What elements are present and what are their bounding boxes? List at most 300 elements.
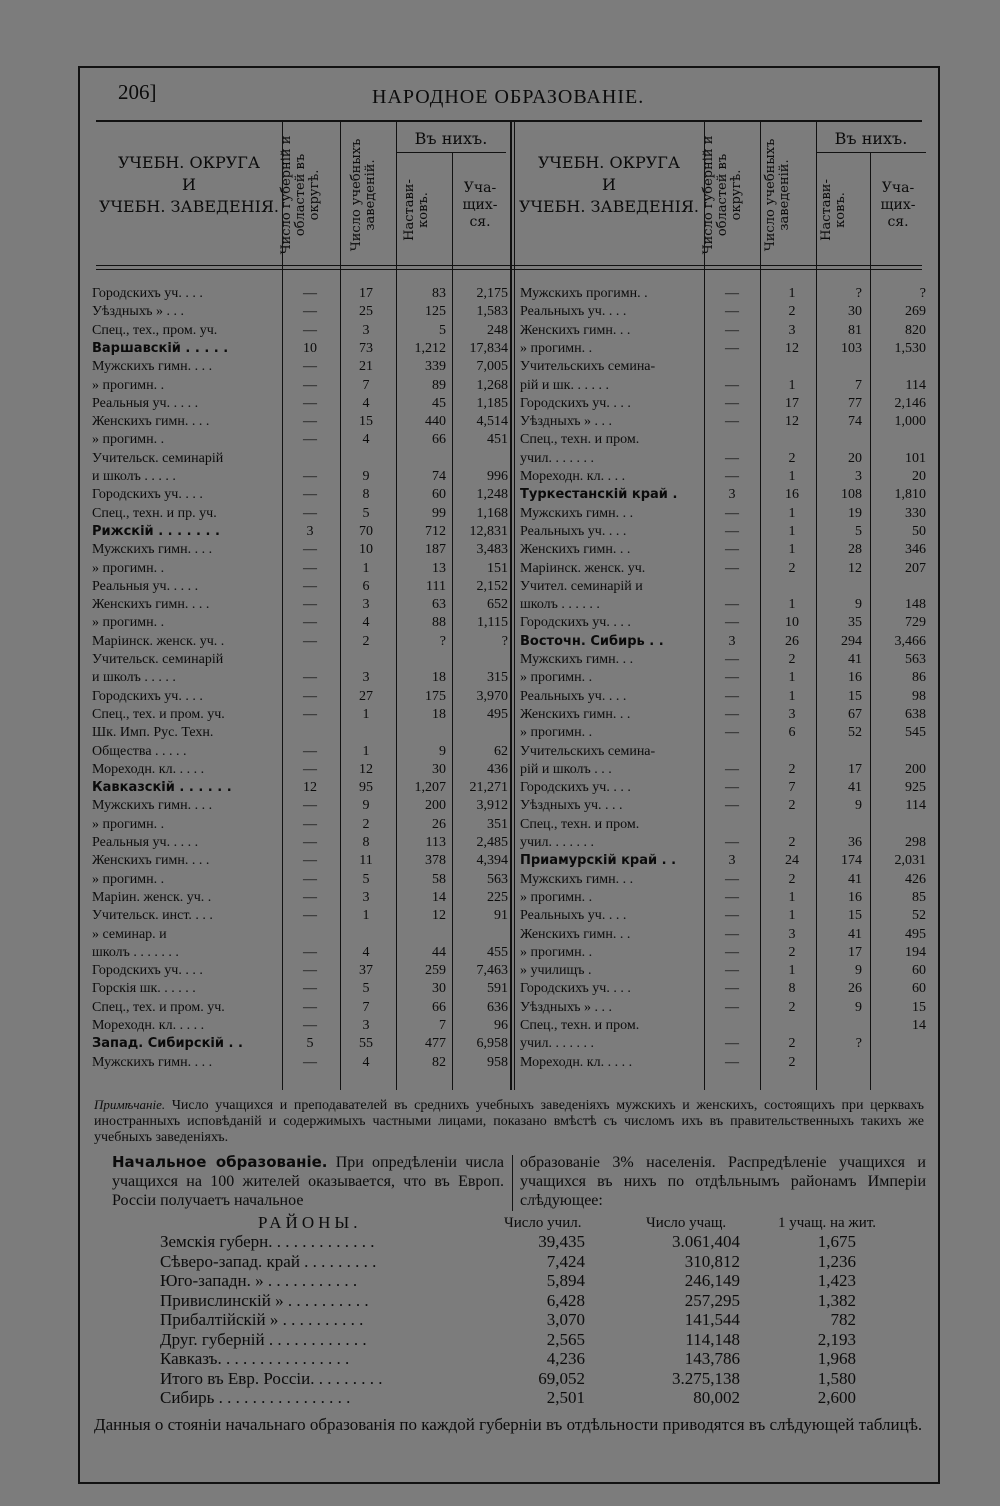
table-row — [92, 469, 510, 484]
summary-cell: 3.061,404 — [672, 1232, 740, 1251]
institutions-cell: 17 — [359, 286, 373, 301]
gubernias-cell: 3 — [728, 487, 736, 503]
row-name: Спец., техн. и пром. — [520, 816, 640, 832]
header-districts-right: УЧЕБН. ОКРУГА И УЧЕБН. ЗАВЕДЕНІЯ. — [519, 153, 699, 216]
table-row — [92, 835, 510, 850]
row-name: » прогимн. . — [92, 377, 165, 393]
row-name: Шк. Имп. Рус. Техн. — [92, 725, 214, 741]
row-name: рій и шк. . . . . . — [520, 377, 609, 393]
teachers-cell: 15 — [848, 908, 862, 924]
gubernias-cell: — — [303, 963, 317, 979]
teachers-cell: 41 — [848, 652, 862, 667]
table-row — [520, 872, 926, 887]
gubernias-cell: — — [303, 377, 317, 393]
summary-cell: 1,580 — [817, 1368, 856, 1388]
institutions-cell: 2 — [362, 816, 370, 832]
summary-row — [0, 1253, 1000, 1271]
teachers-cell: ? — [439, 633, 446, 649]
gubernias-cell: — — [303, 835, 317, 850]
summary-cell: Сѣверо-запад. край . . . . . . . . . — [160, 1251, 377, 1271]
header-rule-bottom-2 — [96, 269, 922, 270]
pupils-cell: 12,831 — [469, 523, 508, 539]
row-name: Учительск. инст. . . . — [92, 908, 213, 924]
teachers-cell: 175 — [425, 688, 446, 704]
institutions-cell: 8 — [362, 835, 370, 850]
teachers-cell: 35 — [848, 615, 862, 631]
footnote — [94, 1097, 924, 1146]
row-name: » прогимн. . — [520, 889, 593, 905]
pupils-cell: 114 — [905, 798, 926, 814]
pupils-cell: 1,530 — [894, 340, 926, 356]
table-row — [92, 542, 510, 557]
pupils-cell: 351 — [487, 816, 508, 832]
table-row — [520, 304, 926, 319]
gubernias-cell: — — [303, 816, 317, 832]
table-row — [520, 1036, 926, 1051]
table-row — [92, 670, 510, 685]
gubernias-cell: — — [725, 963, 739, 979]
table-row — [520, 927, 926, 942]
gubernias-cell: — — [725, 761, 739, 777]
row-name: Учител. семинарій и — [520, 578, 643, 594]
teachers-cell: 26 — [432, 816, 446, 832]
teachers-cell: 67 — [848, 706, 862, 722]
teachers-cell: 187 — [425, 542, 446, 558]
col-line — [510, 122, 512, 1090]
pupils-cell: 652 — [487, 597, 508, 613]
institutions-cell: 1 — [788, 963, 796, 979]
table-row — [520, 725, 926, 740]
institutions-cell: 2 — [788, 835, 796, 850]
row-name: » прогимн. . — [92, 871, 165, 887]
institutions-cell: 3 — [362, 1018, 370, 1033]
row-name: Приамурскій край . . — [520, 853, 677, 869]
pupils-cell: 21,271 — [469, 780, 508, 796]
teachers-cell: 1,207 — [414, 780, 446, 796]
table-row — [92, 323, 510, 338]
institutions-cell: 70 — [359, 523, 373, 539]
institutions-cell: 3 — [788, 322, 796, 338]
summary-cell: Друг. губерній . . . . . . . . . . . . — [160, 1329, 367, 1349]
table-row — [92, 853, 510, 868]
institutions-cell: 4 — [362, 1054, 370, 1070]
row-name: Мужскихъ гимн. . . . — [92, 359, 213, 375]
gubernias-cell: — — [725, 706, 739, 722]
table-row — [520, 286, 926, 301]
header-of-them-left: Въ нихъ. — [414, 129, 488, 148]
header-institutions-right: Число учебныхъ заведеній. — [763, 138, 792, 252]
summary-header-pupils: Число учащ. — [646, 1215, 727, 1231]
row-name: Реальныя уч. . . . . — [92, 835, 199, 850]
pupils-cell: 7,463 — [476, 963, 508, 979]
gubernias-cell: — — [303, 706, 317, 722]
row-name: Уѣздныхъ уч. . . . — [520, 798, 623, 814]
institutions-cell: 2 — [788, 999, 796, 1015]
teachers-cell: 339 — [425, 359, 446, 375]
pupils-cell: 925 — [905, 780, 926, 796]
table-row — [92, 1000, 510, 1015]
gubernias-cell: — — [725, 414, 739, 430]
institutions-cell: 6 — [362, 578, 370, 594]
summary-cell: 2,501 — [546, 1388, 585, 1407]
header-institutions-left: Число учебныхъ заведеній. — [349, 138, 378, 252]
institutions-cell: 2 — [788, 450, 796, 466]
pupils-cell: 14 — [912, 1018, 926, 1033]
gubernias-cell: 10 — [303, 340, 317, 356]
teachers-cell: 41 — [848, 926, 862, 942]
teachers-cell: 9 — [855, 999, 862, 1015]
table-row — [92, 487, 510, 502]
summary-cell: 2,600 — [817, 1388, 856, 1407]
footnote-label: Примѣчаніе. — [94, 1097, 166, 1112]
row-name: » прогимн. . — [520, 725, 593, 741]
summary-cell: 1,968 — [817, 1349, 856, 1368]
row-name: Учительскихъ семина- — [520, 359, 656, 375]
gubernias-cell: — — [725, 450, 739, 466]
table-row — [92, 1036, 510, 1051]
gubernias-cell: — — [303, 633, 317, 649]
institutions-cell: 25 — [359, 304, 373, 320]
gubernias-cell: — — [303, 853, 317, 869]
row-name: Городскихъ уч. . . . — [92, 286, 203, 301]
gubernias-cell: — — [303, 1018, 317, 1033]
header-pupils-right: Уча-щих-ся. — [880, 180, 916, 230]
table-row — [92, 615, 510, 630]
page-title: НАРОДНОЕ ОБРАЗОВАНІЕ. — [372, 86, 645, 108]
gubernias-cell: — — [303, 743, 317, 759]
teachers-cell: 111 — [426, 578, 446, 594]
summary-cell: 143,786 — [684, 1349, 740, 1368]
institutions-cell: 55 — [359, 1036, 373, 1052]
teachers-cell: 14 — [432, 889, 446, 905]
pupils-cell: 591 — [487, 981, 508, 997]
gubernias-cell: — — [725, 871, 739, 887]
teachers-cell: 18 — [432, 670, 446, 686]
row-name: Женскихъ гимн. . . — [520, 322, 631, 338]
institutions-cell: 24 — [785, 853, 799, 869]
teachers-cell: 9 — [855, 798, 862, 814]
summary-cell: 2,193 — [817, 1329, 856, 1349]
gubernias-cell: — — [725, 286, 739, 301]
row-name: Маріин. женск. уч. . — [92, 889, 212, 905]
pupils-cell: 3,466 — [894, 633, 926, 649]
table-row — [92, 762, 510, 777]
summary-cell: 5,894 — [546, 1271, 585, 1290]
institutions-cell: 2 — [788, 944, 796, 960]
row-name: Туркестанскій край . — [520, 487, 678, 503]
pupils-cell: 563 — [905, 652, 926, 667]
teachers-cell: 477 — [425, 1036, 446, 1052]
pupils-cell: 200 — [905, 761, 926, 777]
table-row — [92, 981, 510, 996]
table-row — [520, 652, 926, 667]
table-row — [520, 670, 926, 685]
summary-cell: 39,435 — [538, 1232, 585, 1251]
summary-cell: 7,424 — [546, 1251, 585, 1271]
row-name: рій и школъ . . . — [520, 761, 612, 777]
teachers-cell: 99 — [432, 505, 446, 521]
gubernias-cell: — — [303, 798, 317, 814]
pupils-cell: 50 — [912, 523, 926, 539]
table-row — [520, 762, 926, 777]
table-row — [92, 524, 510, 539]
closing-text: Данныя о стояніи начальнаго образованія по каждой губерніи въ отдѣльности приводятся въ слѣдующей таблицѣ. — [94, 1415, 923, 1434]
table-row — [92, 707, 510, 722]
summary-cell: Земскія губерн. . . . . . . . . . . . . — [160, 1232, 375, 1251]
pupils-cell: 638 — [905, 706, 926, 722]
gubernias-cell: — — [725, 999, 739, 1015]
summary-cell: 3.275,138 — [672, 1368, 740, 1388]
institutions-cell: 7 — [788, 780, 796, 796]
teachers-cell: 13 — [432, 560, 446, 576]
teachers-cell: 712 — [425, 523, 446, 539]
teachers-cell: 259 — [425, 963, 446, 979]
table-row — [520, 396, 926, 411]
institutions-cell: 15 — [359, 414, 373, 430]
row-name: Уѣздныхъ » . . . — [520, 414, 613, 430]
table-row — [520, 323, 926, 338]
gubernias-cell: — — [725, 377, 739, 393]
header-rule-top — [96, 120, 922, 122]
summary-cell: 1,236 — [817, 1251, 856, 1271]
institutions-cell: 1 — [788, 286, 796, 301]
pupils-cell: 148 — [905, 597, 926, 613]
teachers-cell: 174 — [841, 853, 862, 869]
teachers-cell: 74 — [848, 414, 862, 430]
gubernias-cell: — — [725, 615, 739, 631]
teachers-cell: 5 — [855, 523, 862, 539]
pupils-cell: 1,268 — [476, 377, 508, 393]
summary-cell: 80,002 — [693, 1388, 740, 1407]
table-row — [92, 378, 510, 393]
row-name: школъ . . . . . . . — [92, 944, 179, 960]
row-name: » прогимн. . — [92, 615, 165, 631]
summary-cell: 6,428 — [546, 1290, 585, 1310]
gubernias-cell: — — [725, 780, 739, 796]
row-name: Женскихъ гимн. . . . — [92, 597, 210, 613]
institutions-cell: 3 — [362, 322, 370, 338]
gubernias-cell: — — [303, 286, 317, 301]
gubernias-cell: — — [303, 615, 317, 631]
gubernias-cell: — — [303, 981, 317, 997]
table-row — [520, 378, 926, 393]
gubernias-cell: — — [725, 926, 739, 942]
table-row — [520, 780, 926, 795]
teachers-cell: 30 — [848, 304, 862, 320]
pupils-cell: 1,248 — [476, 487, 508, 503]
gubernias-cell: — — [303, 560, 317, 576]
pupils-cell: 4,514 — [476, 414, 508, 430]
primary-heading: Начальное образованіе. — [112, 1153, 328, 1171]
pupils-cell: 248 — [487, 322, 508, 338]
institutions-cell: 2 — [788, 304, 796, 320]
teachers-cell: 16 — [848, 670, 862, 686]
row-name: Маріинск. женск. уч. — [520, 560, 646, 576]
gubernias-cell: — — [303, 304, 317, 320]
pupils-cell: 451 — [487, 432, 508, 448]
institutions-cell: 16 — [785, 487, 799, 503]
pupils-cell: 436 — [487, 761, 508, 777]
pupils-cell: 1,583 — [476, 304, 508, 320]
gubernias-cell: — — [303, 1054, 317, 1070]
summary-cell: Юго-западн. » . . . . . . . . . . . — [160, 1271, 358, 1290]
row-name: » прогимн. . — [92, 816, 165, 832]
institutions-cell: 3 — [362, 670, 370, 686]
teachers-cell: 125 — [425, 304, 446, 320]
teachers-cell: 16 — [848, 889, 862, 905]
teachers-cell: 83 — [432, 286, 446, 301]
institutions-cell: 1 — [362, 908, 370, 924]
table-row — [520, 1055, 926, 1070]
table-row — [520, 341, 926, 356]
row-name: » прогимн. . — [520, 944, 593, 960]
teachers-cell: 20 — [848, 450, 862, 466]
institutions-cell: 4 — [362, 432, 370, 448]
summary-cell: 3,070 — [546, 1310, 585, 1329]
table-row — [92, 359, 510, 374]
table-row — [520, 487, 926, 502]
teachers-cell: 12 — [848, 560, 862, 576]
row-name: Реальныхъ уч. . . . — [520, 523, 627, 539]
summary-cell: 310,812 — [684, 1251, 740, 1271]
institutions-cell: 1 — [788, 377, 796, 393]
gubernias-cell: — — [303, 505, 317, 521]
institutions-cell: 26 — [785, 633, 799, 649]
summary-cell: Прибалтійскій » . . . . . . . . . . — [160, 1310, 364, 1329]
teachers-cell: 89 — [432, 377, 446, 393]
row-name: Варшавскій . . . . . — [92, 340, 229, 356]
row-name: Мужскихъ гимн. . . — [520, 652, 634, 667]
teachers-cell: 74 — [432, 469, 446, 484]
teachers-cell: 9 — [855, 963, 862, 979]
gubernias-cell: — — [725, 835, 739, 850]
teachers-cell: 77 — [848, 395, 862, 411]
row-name: Горскія шк. . . . . . — [92, 981, 196, 997]
summary-cell: 114,148 — [685, 1329, 740, 1349]
institutions-cell: 1 — [788, 889, 796, 905]
table-row — [520, 524, 926, 539]
row-name: Женскихъ гимн. . . — [520, 926, 631, 942]
institutions-cell: 3 — [788, 706, 796, 722]
gubernias-cell: 12 — [303, 780, 317, 796]
pupils-cell: 3,970 — [476, 688, 508, 704]
institutions-cell: 11 — [359, 853, 373, 869]
institutions-cell: 2 — [788, 1054, 796, 1070]
row-name: Спец., техн. и пром. — [520, 432, 640, 448]
table-row — [92, 945, 510, 960]
institutions-cell: 10 — [359, 542, 373, 558]
pupils-cell: 269 — [905, 304, 926, 320]
institutions-cell: 8 — [788, 981, 796, 997]
gubernias-cell: — — [725, 908, 739, 924]
gubernias-cell: — — [303, 414, 317, 430]
row-name: Мужскихъ гимн. . . — [520, 871, 634, 887]
table-row — [520, 890, 926, 905]
summary-cell: 1,382 — [817, 1290, 856, 1310]
summary-header-ratio: 1 учащ. на жит. — [778, 1215, 877, 1231]
institutions-cell: 1 — [788, 505, 796, 521]
institutions-cell: 4 — [362, 615, 370, 631]
table-row — [92, 652, 510, 667]
teachers-cell: 17 — [848, 944, 862, 960]
row-name: » прогимн. . — [92, 432, 165, 448]
row-name: Женскихъ гимн. . . . — [92, 414, 210, 430]
table-row — [92, 432, 510, 447]
row-name: Реальныхъ уч. . . . — [520, 304, 627, 320]
pupils-cell: 91 — [494, 908, 508, 924]
table-row — [520, 561, 926, 576]
col-divider — [512, 1155, 513, 1211]
summary-row — [0, 1272, 1000, 1290]
institutions-cell: 9 — [362, 798, 370, 814]
institutions-cell: 1 — [362, 706, 370, 722]
table-row — [520, 1000, 926, 1015]
table-row — [92, 597, 510, 612]
teachers-cell: 52 — [848, 725, 862, 741]
pupils-cell: 563 — [487, 871, 508, 887]
gubernias-cell: — — [725, 981, 739, 997]
primary-left-body: При опредѣленіи числа учащихся на 100 жителей оказывается, что въ Европ. Россіи получаетъ начальное — [112, 1154, 504, 1209]
header-gubernias-left: Число губерній и областей въ округѣ. — [279, 135, 322, 255]
institutions-cell: 1 — [788, 597, 796, 613]
pupils-cell: 1,000 — [894, 414, 926, 430]
teachers-cell: 1,212 — [414, 340, 446, 356]
institutions-cell: 1 — [788, 908, 796, 924]
summary-cell: 782 — [830, 1310, 856, 1329]
institutions-cell: 4 — [362, 944, 370, 960]
teachers-cell: 378 — [425, 853, 446, 869]
teachers-cell: 200 — [425, 798, 446, 814]
page-number: 206] — [118, 80, 157, 104]
gubernias-cell: — — [303, 908, 317, 924]
summary-row — [0, 1233, 1000, 1251]
table-row — [520, 853, 926, 868]
gubernias-cell: — — [725, 798, 739, 814]
gubernias-cell: — — [725, 597, 739, 613]
row-name: Мужскихъ гимн. . . — [520, 505, 634, 521]
summary-header-schools: Число учил. — [504, 1215, 582, 1231]
header-districts-left: УЧЕБН. ОКРУГА И УЧЕБН. ЗАВЕДЕНІЯ. — [99, 153, 279, 216]
row-name: Женскихъ гимн. . . — [520, 542, 631, 558]
pupils-cell: 1,810 — [894, 487, 926, 503]
table-row — [520, 963, 926, 978]
teachers-cell: 28 — [848, 542, 862, 558]
table-row — [92, 451, 510, 466]
teachers-cell: 88 — [432, 615, 446, 631]
row-name: » семинар. и — [92, 926, 167, 942]
pupils-cell: 15 — [912, 999, 926, 1015]
row-name: и школъ . . . . . — [92, 670, 176, 686]
row-name: » прогимн. . — [520, 340, 593, 356]
table-row — [520, 597, 926, 612]
institutions-cell: 2 — [788, 871, 796, 887]
gubernias-cell: — — [303, 578, 317, 594]
gubernias-cell: — — [725, 652, 739, 667]
gubernias-cell: — — [725, 688, 739, 704]
teachers-cell: 66 — [432, 999, 446, 1015]
row-name: Спец., тех. и пром. уч. — [92, 706, 225, 722]
pupils-cell: 7,005 — [476, 359, 508, 375]
table-row — [520, 835, 926, 850]
table-row — [520, 908, 926, 923]
institutions-cell: 7 — [362, 377, 370, 393]
gubernias-cell: — — [303, 395, 317, 411]
row-name: » прогимн. . — [92, 560, 165, 576]
institutions-cell: 2 — [788, 1036, 796, 1052]
table-row — [520, 1018, 926, 1033]
teachers-cell: 440 — [425, 414, 446, 430]
pupils-cell: 2,146 — [894, 395, 926, 411]
